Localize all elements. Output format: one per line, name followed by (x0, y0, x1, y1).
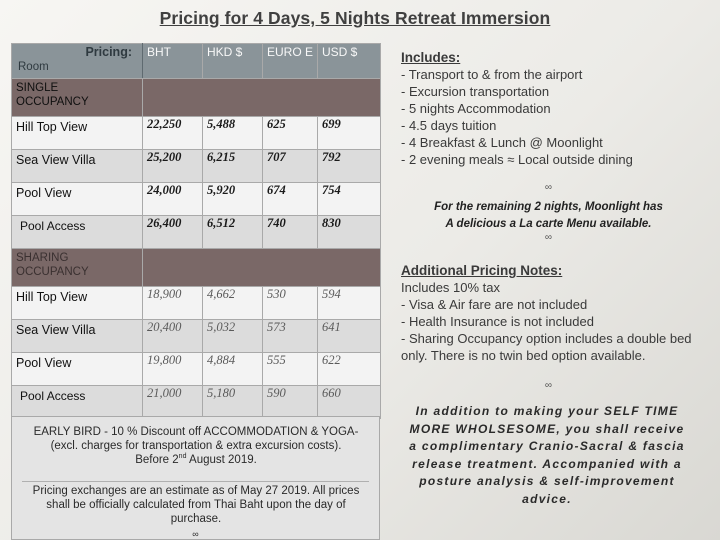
section-fill (143, 79, 381, 117)
remaining-line1: For the remaining 2 nights, Moonlight has (434, 201, 663, 213)
section-label-line1: SHARING (16, 252, 69, 264)
section-label (12, 79, 143, 117)
price-bht: 22,250 (143, 117, 203, 150)
price-euro: 555 (263, 353, 318, 386)
list-item: - 4.5 days tuition (401, 118, 497, 133)
list-item: - Excursion transportation (401, 84, 550, 99)
price-usd: 641 (318, 320, 381, 353)
section-fill (143, 249, 381, 287)
room-name: Pool View (12, 183, 143, 216)
table-row (12, 287, 381, 320)
price-hkd: 6,215 (203, 150, 263, 183)
section-header-sharing (12, 249, 381, 287)
additional-notes-list (401, 279, 711, 364)
price-euro: 674 (263, 183, 318, 216)
room-name: Pool Access (12, 216, 143, 249)
pricing-table (11, 43, 381, 419)
price-bht: 21,000 (143, 386, 203, 419)
closing-offer: In addition to making your SELF TIME MORE WHOLSESOME, you shall receive a complimentary Cranio-Sacral & fascia release treatment. Accompanied with a posture analysis & self-improvement advice. (409, 404, 685, 506)
list-item: - 4 Breakfast & Lunch @ Moonlight (401, 135, 603, 150)
price-hkd: 5,180 (203, 386, 263, 419)
price-hkd: 4,662 (203, 287, 263, 320)
list-item: - 5 nights Accommodation (401, 101, 551, 116)
price-euro: 707 (263, 150, 318, 183)
early-bird-deadline (20, 453, 372, 467)
deadline-sup: nd (178, 453, 187, 461)
page-title: Pricing for 4 Days, 5 Nights Retreat Immersion (159, 8, 551, 28)
pricing-label: Pricing: (85, 45, 132, 59)
price-usd: 699 (318, 117, 381, 150)
currency-header-usd: USD $ (318, 44, 381, 79)
price-hkd: 5,032 (203, 320, 263, 353)
price-usd: 792 (318, 150, 381, 183)
infinity-symbol: ∞ (192, 529, 199, 539)
currency-header-hkd: HKD $ (203, 44, 263, 79)
section-label-line2: OCCUPANCY (16, 96, 89, 108)
infinity-symbol: ∞ (544, 380, 553, 391)
room-name: Hill Top View (12, 117, 143, 150)
section-label (12, 249, 143, 287)
price-hkd: 6,512 (203, 216, 263, 249)
section-header-single (12, 79, 381, 117)
room-name: Pool View (12, 353, 143, 386)
divider (22, 481, 369, 482)
table-row (12, 386, 381, 419)
price-euro: 573 (263, 320, 318, 353)
deadline-after: August 2019. (186, 454, 257, 466)
room-pricing-header (12, 44, 143, 79)
table-row (12, 320, 381, 353)
price-euro: 590 (263, 386, 318, 419)
price-euro: 740 (263, 216, 318, 249)
table-header-row (12, 44, 381, 79)
exchange-note: Pricing exchanges are an estimate as of May 27 2019. All prices shall be officially calculated from Thai Baht upon the day of purchase. (32, 485, 360, 525)
price-euro: 530 (263, 287, 318, 320)
price-bht: 25,200 (143, 150, 203, 183)
currency-header-euro: EURO E (263, 44, 318, 79)
room-label: Room (18, 61, 49, 73)
early-bird-line2: (excl. charges for transportation & extra excursion costs). (50, 440, 342, 452)
early-bird-note (20, 425, 372, 467)
table-row (12, 183, 381, 216)
room-name: Hill Top View (12, 287, 143, 320)
list-item: - Visa & Air fare are not included (401, 297, 588, 312)
price-usd: 660 (318, 386, 381, 419)
list-item: - 2 evening meals ≈ Local outside dining (401, 152, 633, 167)
remaining-nights-note (401, 199, 696, 233)
list-item: - Health Insurance is not included (401, 314, 594, 329)
price-hkd: 5,488 (203, 117, 263, 150)
table-row (12, 216, 381, 249)
room-name: Sea View Villa (12, 150, 143, 183)
price-bht: 19,800 (143, 353, 203, 386)
early-bird-box (11, 416, 380, 540)
room-name: Pool Access (12, 386, 143, 419)
room-name: Sea View Villa (12, 320, 143, 353)
price-bht: 20,400 (143, 320, 203, 353)
table-row (12, 150, 381, 183)
list-item: - Sharing Occupancy option includes a double bed only. There is no twin bed option available. (401, 331, 692, 363)
additional-notes-title: Additional Pricing Notes: (401, 263, 563, 278)
price-hkd: 4,884 (203, 353, 263, 386)
includes-title: Includes: (401, 50, 461, 65)
table-row (12, 353, 381, 386)
infinity-symbol: ∞ (544, 232, 553, 243)
currency-header-bht: BHT (143, 44, 203, 79)
remaining-line2: A delicious a La carte Menu available. (445, 218, 652, 230)
price-usd: 754 (318, 183, 381, 216)
includes-list (401, 66, 633, 168)
deadline-before: Before 2 (135, 454, 179, 466)
list-item: - Transport to & from the airport (401, 67, 583, 82)
infinity-symbol: ∞ (544, 182, 553, 193)
early-bird-line1: EARLY BIRD - 10 % Discount off ACCOMMODATION & YOGA- (33, 426, 359, 438)
price-usd: 594 (318, 287, 381, 320)
list-item: Includes 10% tax (401, 280, 501, 295)
price-usd: 830 (318, 216, 381, 249)
section-label-line2: OCCUPANCY (16, 266, 89, 278)
price-usd: 622 (318, 353, 381, 386)
price-bht: 18,900 (143, 287, 203, 320)
price-hkd: 5,920 (203, 183, 263, 216)
table-row (12, 117, 381, 150)
price-euro: 625 (263, 117, 318, 150)
section-label-line1: SINGLE (16, 82, 59, 94)
price-bht: 26,400 (143, 216, 203, 249)
price-bht: 24,000 (143, 183, 203, 216)
